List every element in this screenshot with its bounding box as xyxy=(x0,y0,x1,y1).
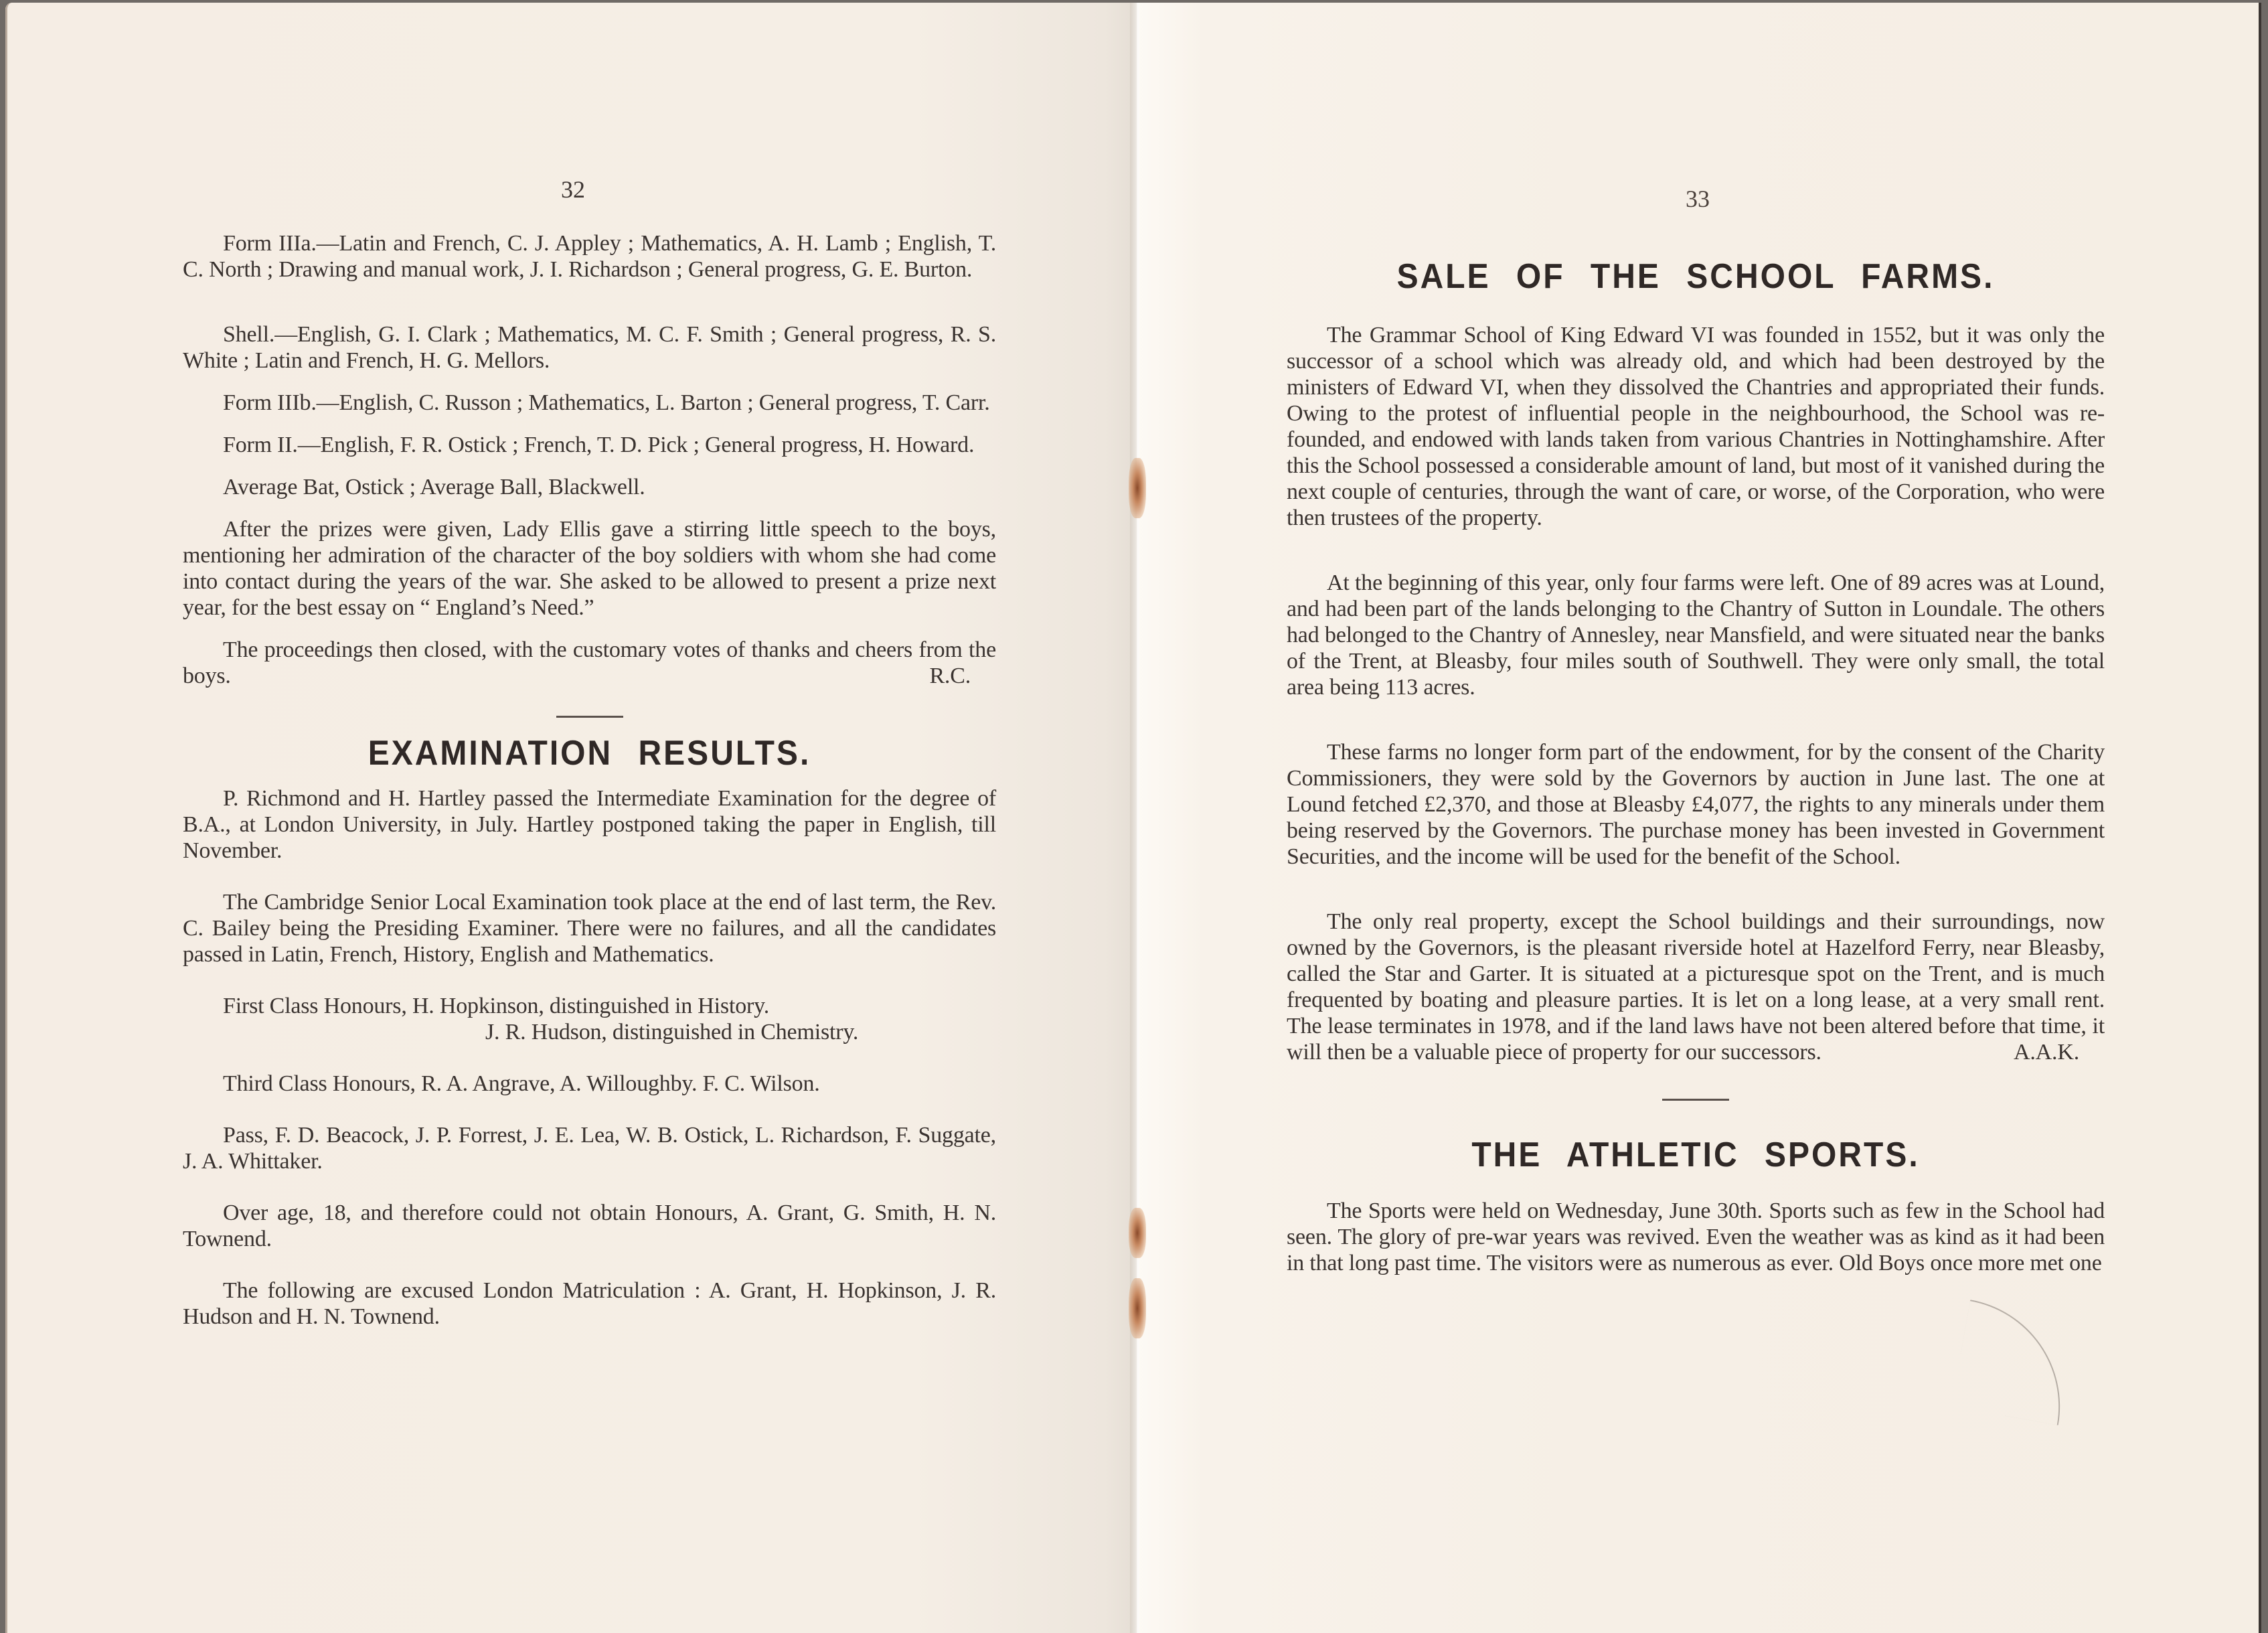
booklet-spread xyxy=(5,3,2259,1633)
athletic-sports-heading: THE ATHLETIC SPORTS. xyxy=(1471,1136,1920,1175)
left-page xyxy=(5,3,1139,1633)
rust-staple-bottom-upper xyxy=(1129,1208,1146,1258)
right-page xyxy=(1137,3,2261,1633)
binding-gutter xyxy=(1130,3,1139,1633)
cambridge-exam-paragraph: The Cambridge Senior Local Examination took place at the end of last term, the Rev. C. Bailey being the Presiding Examiner. There were no failures, and all the candidates passed in Latin, French, History, English and Mathematics. xyxy=(183,890,996,967)
rust-staple-bottom-lower xyxy=(1129,1278,1146,1338)
first-class-line-1: First Class Honours, H. Hopkinson, distinguished in History. xyxy=(223,994,770,1018)
exam-results-heading: EXAMINATION RESULTS. xyxy=(368,734,811,773)
prize-averages: Average Bat, Ostick ; Average Ball, Blackwell. xyxy=(223,475,645,499)
lady-ellis-speech: After the prizes were given, Lady Ellis gave a stirring little speech to the boys, mentioning her admiration of the character of the boy soldiers with whom she had come into contact during the years of the war. She asked to be allowed to present a prize next year, for the best essay on “ England’s Need.” xyxy=(183,517,996,620)
section-divider-rule xyxy=(556,716,623,718)
hotel-property-paragraph: The only real property, except the School buildings and their surroundings, now owned by the Governors, is the pleasant riverside hotel at Hazelford Ferry, near Bleasby, called the Star and Garter. It is situated at a picturesque spot on the Trent, and is much frequented by boating and pleasure parties. It is let on a long lease, at a very small rent. The lease terminates in 1978, and if the land laws have not been altered before that time, it will then be a valuable piece of property for our successors. xyxy=(1287,909,2105,1065)
school-farms-heading: SALE OF THE SCHOOL FARMS. xyxy=(1396,257,1995,297)
prize-shell: Shell.—English, G. I. Clark ; Mathematics, M. C. F. Smith ; General progress, R. S. White ; Latin and French, H. G. Mellors. xyxy=(183,322,996,373)
closing-block xyxy=(183,637,996,689)
prize-form-3a: Form IIIa.—Latin and French, C. J. Appley ; Mathematics, A. H. Lamb ; English, T. C. North ; Drawing and manual work, J. I. Richardson ; General progress, G. E. Burton. xyxy=(183,231,996,282)
closing-signature: R.C. xyxy=(929,664,971,688)
rust-staple-top xyxy=(1129,458,1146,518)
hotel-property-block xyxy=(1287,909,2105,1065)
page-number-left: 32 xyxy=(561,176,585,203)
farms-remaining-paragraph: At the beginning of this year, only four farms were left. One of 89 acres was at Lound, and had been part of the lands belonging to the Chantry of Sutton in Loundale. The others had belonged to the Chantry of Annesley, near Mansfield, and were situated near the banks of the Trent, at Bleasby, four miles south of Southwell. They were only small, the total area being 113 acres. xyxy=(1287,570,2105,700)
farms-sale-paragraph: These farms no longer form part of the endowment, for by the consent of the Charity Commissioners, they were sold by the Governors by auction in June last. The one at Lound fetched £2,370, and those at Bleasby £4,077, the rights to any minerals under them being reserved by the Governors. The purchase money has been invested in Government Securities, and the income will be used for the benefit of the School. xyxy=(1287,740,2105,869)
farms-signature: A.A.K. xyxy=(2014,1040,2079,1065)
athletic-sports-paragraph: The Sports were held on Wednesday, June 30th. Sports such as few in the School had seen. The glory of pre-war years was revived. Even the weather was as kind as it had been in that long past time. The visitors were as numerous as ever. Old Boys once more met one xyxy=(1287,1198,2105,1275)
page-number-right: 33 xyxy=(1686,185,1710,212)
over-age-note: Over age, 18, and therefore could not obtain Honours, A. Grant, G. Smith, H. N. Townend. xyxy=(183,1200,996,1251)
closing-paragraph: The proceedings then closed, with the customary votes of thanks and cheers from the boys. xyxy=(183,637,996,688)
prize-form-3b: Form IIIb.—English, C. Russon ; Mathematics, L. Barton ; General progress, T. Carr. xyxy=(223,390,990,415)
section-divider-rule xyxy=(1662,1099,1729,1101)
pass-list: Pass, F. D. Beacock, J. P. Forrest, J. E. Lea, W. B. Ostick, L. Richardson, F. Suggate, J. A. Whittaker. xyxy=(183,1123,996,1174)
matriculation-note: The following are excused London Matriculation : A. Grant, H. Hopkinson, J. R. Hudson and H. N. Townend. xyxy=(183,1278,996,1329)
intermediate-exam-paragraph: P. Richmond and H. Hartley passed the Intermediate Examination for the degree of B.A., at London University, in July. Hartley postponed taking the paper in English, till November. xyxy=(183,786,996,863)
third-class-honours: Third Class Honours, R. A. Angrave, A. Willoughby. F. C. Wilson. xyxy=(223,1071,820,1096)
farms-history-paragraph: The Grammar School of King Edward VI was founded in 1552, but it was only the successor of a school which was already old, and which had been destroyed by the ministers of Edward VI, when they dissolved the Chantries and appropriated their funds. Owing to the protest of influential people in the neighbourhood, the School was re-founded, and endowed with lands taken from various Chantries in Nottinghamshire. After this the School possessed a considerable amount of land, but most of it vanished during the next couple of centuries, through the want of care, or worse, of the Corporation, who were then trustees of the property. xyxy=(1287,323,2105,530)
first-class-line-2: J. R. Hudson, distinguished in Chemistry. xyxy=(485,1020,859,1044)
first-class-honours xyxy=(183,993,996,1045)
prize-form-2: Form II.—English, F. R. Ostick ; French, T. D. Pick ; General progress, H. Howard. xyxy=(223,433,975,457)
